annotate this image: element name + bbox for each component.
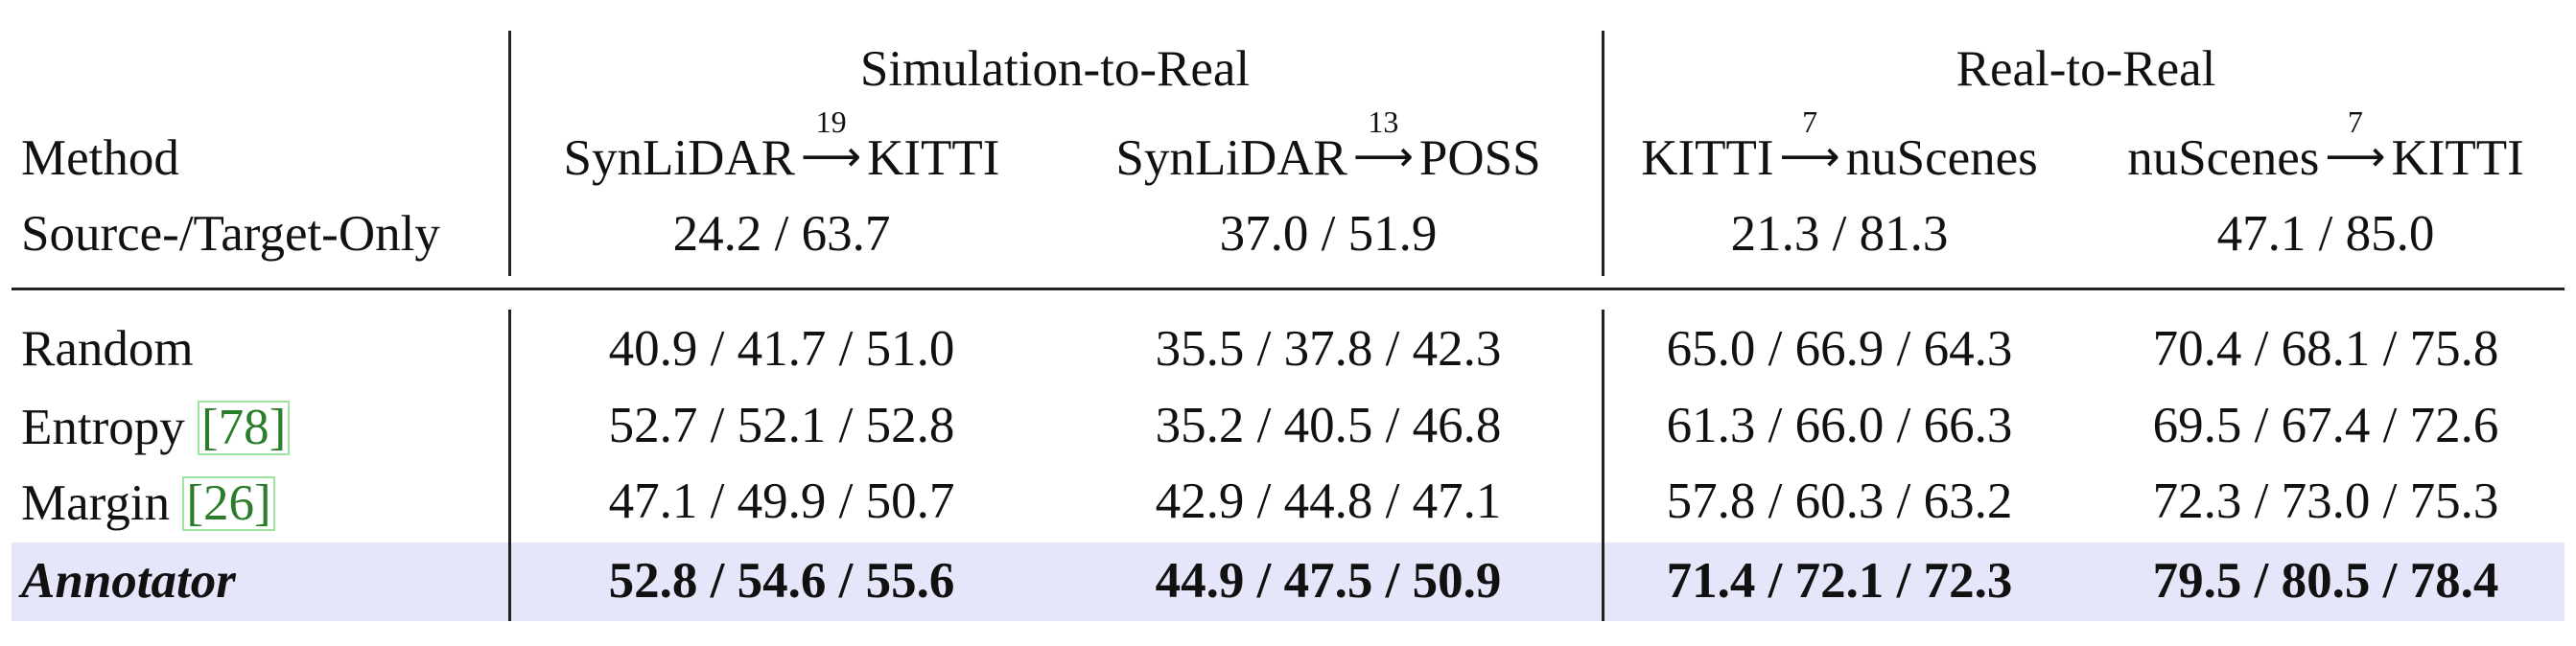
row-entropy-method bbox=[21, 401, 290, 455]
divider-group-body bbox=[1602, 310, 1604, 621]
task-3-rounds: 7 bbox=[1802, 104, 1818, 139]
task-4-target: KITTI bbox=[2391, 130, 2524, 186]
task-header-4 bbox=[2127, 104, 2524, 186]
row-entropy-value-2: 35.2 / 40.5 / 46.8 bbox=[1155, 398, 1502, 453]
row-annotator-method: Annotator bbox=[21, 553, 236, 609]
task-3-arrow bbox=[1779, 104, 1840, 184]
header-rule bbox=[12, 288, 2564, 290]
baseline-value-2: 37.0 / 51.9 bbox=[1219, 206, 1438, 262]
task-1-target: KITTI bbox=[867, 130, 1000, 186]
row-random-method: Random bbox=[21, 321, 194, 377]
task-1-source: SynLiDAR bbox=[563, 130, 796, 186]
citation-link[interactable]: [78] bbox=[198, 401, 290, 455]
row-margin-label: Margin bbox=[21, 475, 183, 531]
row-annotator-value-1: 52.8 / 54.6 / 55.6 bbox=[608, 553, 955, 609]
arrow-right-icon: ⟶ bbox=[1352, 132, 1414, 181]
row-annotator-value-4: 79.5 / 80.5 / 78.4 bbox=[2152, 553, 2499, 609]
divider-method-column-top bbox=[508, 31, 511, 276]
task-4-rounds: 7 bbox=[2347, 104, 2363, 139]
row-entropy-value-1: 52.7 / 52.1 / 52.8 bbox=[608, 398, 955, 453]
task-4-source: nuScenes bbox=[2127, 130, 2320, 186]
method-header: Method bbox=[21, 130, 179, 186]
task-2-rounds: 13 bbox=[1368, 104, 1399, 139]
row-annotator-value-3: 71.4 / 72.1 / 72.3 bbox=[1666, 553, 2013, 609]
baseline-value-1: 24.2 / 63.7 bbox=[672, 206, 891, 262]
arrow-right-icon: ⟶ bbox=[1779, 132, 1840, 181]
task-2-arrow bbox=[1352, 104, 1414, 184]
row-margin-value-1: 47.1 / 49.9 / 50.7 bbox=[608, 473, 955, 529]
task-2-source: SynLiDAR bbox=[1115, 130, 1347, 186]
group-header-sim-to-real: Simulation-to-Real bbox=[859, 41, 1251, 97]
row-random-value-2: 35.5 / 37.8 / 42.3 bbox=[1155, 321, 1502, 377]
arrow-right-icon: ⟶ bbox=[801, 132, 862, 181]
baseline-label: Source-/Target-Only bbox=[21, 206, 440, 262]
task-2-target: POSS bbox=[1418, 130, 1541, 186]
task-4-arrow bbox=[2325, 104, 2386, 184]
row-margin-value-4: 72.3 / 73.0 / 75.3 bbox=[2152, 473, 2499, 529]
row-entropy-value-4: 69.5 / 67.4 / 72.6 bbox=[2152, 398, 2499, 453]
baseline-value-4: 47.1 / 85.0 bbox=[2216, 206, 2435, 262]
task-header-2 bbox=[1115, 104, 1541, 186]
task-1-rounds: 19 bbox=[815, 104, 847, 139]
row-entropy-label: Entropy bbox=[21, 400, 198, 455]
task-header-1 bbox=[563, 104, 1000, 186]
row-random-value-3: 65.0 / 66.9 / 64.3 bbox=[1666, 321, 2013, 377]
divider-method-column-body bbox=[508, 310, 511, 621]
row-margin-value-2: 42.9 / 44.8 / 47.1 bbox=[1155, 473, 1502, 529]
citation-link[interactable]: [26] bbox=[182, 476, 274, 531]
row-margin-value-3: 57.8 / 60.3 / 63.2 bbox=[1666, 473, 2013, 529]
row-margin-method bbox=[21, 476, 275, 531]
row-random-value-4: 70.4 / 68.1 / 75.8 bbox=[2152, 321, 2499, 377]
group-header-real-to-real: Real-to-Real bbox=[1955, 41, 2216, 97]
row-annotator-value-2: 44.9 / 47.5 / 50.9 bbox=[1155, 553, 1502, 609]
task-1-arrow bbox=[801, 104, 862, 184]
task-3-target: nuScenes bbox=[1845, 130, 2038, 186]
row-random-value-1: 40.9 / 41.7 / 51.0 bbox=[608, 321, 955, 377]
arrow-right-icon: ⟶ bbox=[2325, 132, 2386, 181]
baseline-value-3: 21.3 / 81.3 bbox=[1730, 206, 1949, 262]
divider-group-top bbox=[1602, 31, 1604, 276]
task-3-source: KITTI bbox=[1641, 130, 1774, 186]
row-entropy-value-3: 61.3 / 66.0 / 66.3 bbox=[1666, 398, 2013, 453]
task-header-3 bbox=[1641, 104, 2038, 186]
